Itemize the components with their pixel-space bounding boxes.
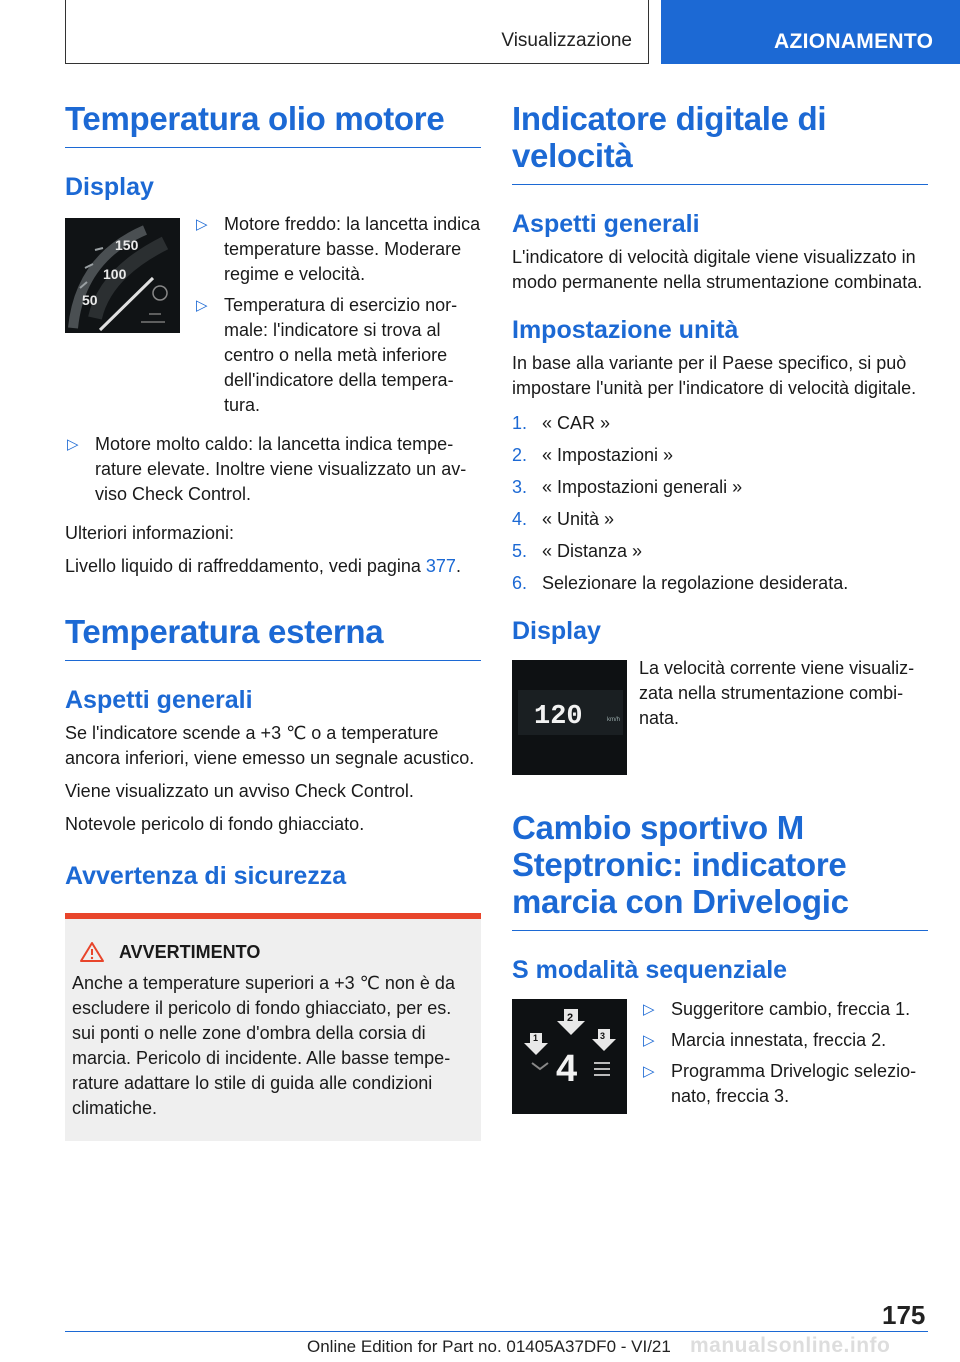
warning-triangle-icon xyxy=(79,941,105,963)
unit-heading: Impostazione unità xyxy=(512,316,739,344)
oil-display-heading: Display xyxy=(65,173,154,201)
triangle-bullet-icon: ▷ xyxy=(643,1032,655,1049)
list-item: ▷ Suggeritore cambio, freccia 1. xyxy=(641,997,928,1022)
list-item: ▷ Temperatura di esercizio normale: l'indicatore si trova al centro o nella metà inferiore dell'indicatore della temperatura. xyxy=(196,295,458,415)
ext-temp-title: Temperatura esterna xyxy=(65,613,384,650)
list-item: 2. « Impostazioni » xyxy=(512,445,674,465)
coolant-reference: Livello liquido di raffreddamento, vedi pagina 377. xyxy=(65,556,461,576)
header-section-box xyxy=(65,0,649,64)
page-number: 175 xyxy=(882,1300,926,1330)
oil-bullets-inline xyxy=(194,212,481,424)
triangle-bullet-icon: ▷ xyxy=(196,216,208,233)
unit-steps-list xyxy=(512,411,928,596)
gear-indicator-title: Cambio sportivo M Steptronic: indicatore marcia con Drivelogic xyxy=(512,809,849,920)
list-item: ▷ Motore molto caldo: la lancetta indica temperature elevate. Inoltre viene visualizzato un avviso Check Control. xyxy=(67,434,467,504)
list-item: ▷ Motore freddo: la lancetta indica temperature basse. Moderare regime e velocità. xyxy=(196,214,481,284)
speed-unit: km/h xyxy=(607,717,621,723)
triangle-bullet-icon: ▷ xyxy=(196,297,208,314)
ext-paragraph: Notevole pericolo di fondo ghiacciato. xyxy=(65,814,365,834)
gauge-label-100: 100 xyxy=(103,266,127,282)
list-item: 5. « Distanza » xyxy=(512,541,643,561)
ext-general-heading: Aspetti generali xyxy=(65,686,253,714)
warning-box xyxy=(65,913,481,1141)
safety-heading: Avvertenza di sicurezza xyxy=(65,862,347,890)
warning-text: Anche a temperature superiori a +3 ℃ non è da escludere il pericolo di fondo ghiacciato, per es. sui ponti o nelle zone d'ombra della corsia di marcia. Pericolo di incidente. Alle basse temperature adattare lo stile di guida alle condizioni climatiche. xyxy=(72,973,455,1118)
list-item: 4. « Unità » xyxy=(512,509,615,529)
header-section-title: Visualizzazione xyxy=(501,30,632,51)
more-info-label: Ulteriori informazioni: xyxy=(65,523,235,543)
page-link[interactable]: 377 xyxy=(425,556,456,576)
gear-current-value: 4 xyxy=(556,1048,578,1090)
digital-speed-image xyxy=(512,660,627,775)
footer-rule xyxy=(65,1331,928,1332)
title-rule xyxy=(512,930,928,931)
list-item: 1. « CAR » xyxy=(512,413,611,433)
triangle-bullet-icon: ▷ xyxy=(643,1001,655,1018)
speed-display-heading: Display xyxy=(512,617,601,645)
speed-display-text: La velocità corrente viene visualizzata nella strumentazione combinata. xyxy=(639,658,915,728)
warning-title: AVVERTIMENTO xyxy=(119,941,261,962)
gear-display-image xyxy=(512,999,627,1114)
oil-bullets-full xyxy=(65,432,481,507)
watermark: manualsonline.info xyxy=(690,1334,891,1357)
right-column xyxy=(512,100,928,1115)
gear-arrow-2-label: 2 xyxy=(567,1012,574,1024)
gear-arrow-1-label: 1 xyxy=(533,1033,539,1043)
seq-mode-heading: S modalità sequenziale xyxy=(512,956,788,984)
speed-value: 120 xyxy=(534,702,583,732)
triangle-bullet-icon: ▷ xyxy=(67,436,79,453)
title-rule xyxy=(65,660,481,661)
header-chapter-tab[interactable]: AZIONAMENTO xyxy=(661,0,960,64)
seq-bullets xyxy=(641,997,928,1115)
warning-title-row xyxy=(79,941,473,963)
title-rule xyxy=(65,147,481,148)
list-item: ▷ Programma Drivelogic selezionato, freccia 3. xyxy=(643,1061,917,1106)
gauge-label-50: 50 xyxy=(82,292,98,308)
left-column xyxy=(65,100,481,1141)
gauge-label-150: 150 xyxy=(115,237,139,253)
unit-text: In base alla variante per il Paese specifico, si può impostare l'unità per l'indicatore di velocità digitale. xyxy=(512,353,917,398)
list-item: ▷ Marcia innestata, freccia 2. xyxy=(641,1028,928,1053)
oil-display-row xyxy=(65,214,481,424)
oil-temp-title: Temperatura olio motore xyxy=(65,100,445,137)
footer-edition: Online Edition for Part no. 01405A37DF0 - VI/21 xyxy=(307,1337,671,1356)
list-item: 6. Selezionare la regolazione desiderata. xyxy=(512,573,849,593)
oil-gauge-image xyxy=(65,218,180,333)
list-item: 3. « Impostazioni generali » xyxy=(512,477,743,497)
speed-general-text: L'indicatore di velocità digitale viene visualizzato in modo permanente nella strumentazione combinata. xyxy=(512,247,923,292)
speed-general-heading: Aspetti generali xyxy=(512,210,700,238)
gear-arrow-3-label: 3 xyxy=(600,1031,606,1041)
speed-display-row xyxy=(512,660,928,775)
ext-paragraph: Viene visualizzato un avviso Check Control. xyxy=(65,781,414,801)
ext-paragraph: Se l'indicatore scende a +3 ℃ o a temperature ancora inferiori, viene emesso un segnale acustico. xyxy=(65,723,475,768)
triangle-bullet-icon: ▷ xyxy=(643,1063,655,1080)
title-rule xyxy=(512,184,928,185)
gear-display-row xyxy=(512,999,928,1115)
speed-title: Indicatore digitale di velocità xyxy=(512,100,827,174)
